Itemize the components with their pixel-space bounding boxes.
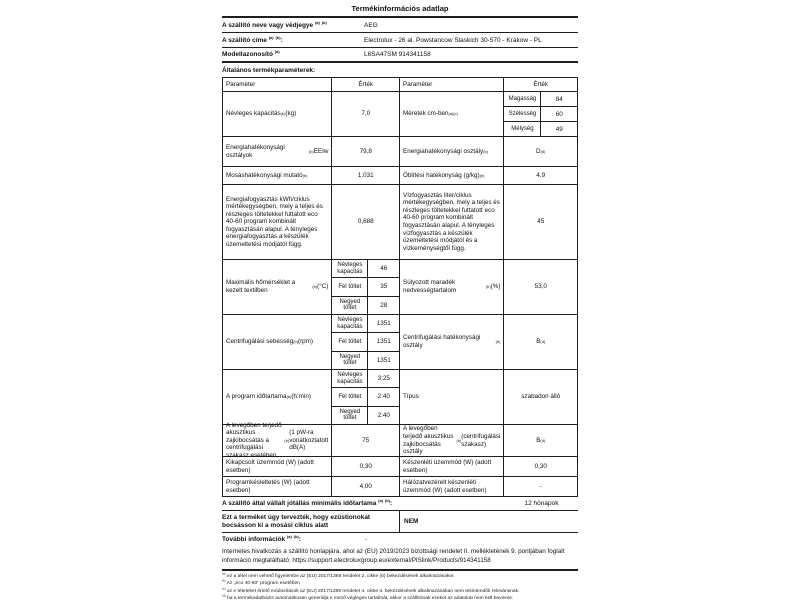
dimension-width-label: Szélesség: [504, 107, 541, 121]
supplier-address-value: Electrolux - 26 al. Powstancow Slaskich 30-570 - Krakow - PL: [364, 36, 542, 44]
noise-label: A levegőben terjedő akusztikus zajkibocsátás a centrifugálási szakasz esetében, (b) (1 pW-ra vonatkoztatott dB(A): [223, 425, 332, 456]
row-delay-networked-standby: [223, 477, 577, 496]
row-wash-index-rinse: [223, 167, 577, 185]
off-mode-value: 0,30: [332, 457, 400, 476]
noise-class-value: B (d): [536, 436, 546, 444]
dimension-depth-label: Mélység: [504, 122, 541, 136]
spin-speed-half-row: [332, 333, 399, 351]
max-temp-half-label: Fél töltet: [332, 278, 368, 295]
row-max-temperature-moisture: [223, 260, 577, 315]
type-label: Típus: [400, 370, 504, 424]
spin-class-value: B (d): [536, 338, 546, 346]
max-temp-subtable: [332, 260, 400, 314]
capacity-label: Névleges kapacitás (b) (kg): [223, 92, 332, 136]
duration-rated-value: 3:25: [377, 375, 390, 383]
further-info-label: További információk $^{(a)}$ $^{(b)}$:: [222, 533, 301, 543]
energy-class-label: Energiahatékonysági osztály (b): [400, 137, 504, 166]
spin-speed-label: Centrifugálási sebesség (b) (rpm): [223, 315, 332, 369]
dimension-depth-row: [504, 122, 577, 136]
spin-speed-rated-label: Névleges kapacitás: [332, 315, 368, 332]
footnote-c: $^{(c)}$ az e tételeket érintő módosítások az (EU) 2017/1369 rendelet 4. cikke 4. bekezdésének alkalmazásában nem tekintendők relevánsnak.: [222, 586, 520, 594]
max-temp-rated-label: Névleges kapacitás: [332, 260, 368, 277]
dimension-height-label: Magasság: [504, 92, 541, 106]
duration-half-row: [332, 388, 399, 406]
duration-label: A program időtartama (b) (h:min): [223, 370, 332, 424]
spin-speed-subtable: [332, 315, 400, 369]
supplier-address-label: A szállító címe $^{(a)}$ $^{(b)}$:: [222, 34, 283, 44]
sheet-title: Termékinformációs adatlap: [222, 2, 578, 18]
max-temp-half-value: 35: [380, 283, 388, 291]
footnotes: [222, 571, 578, 600]
row-capacity-dimensions: [223, 92, 577, 137]
water-consumption-label: Vízfogyasztás liter/ciklus mértékegységben, mely a teljes és részleges töltetekkel futtatott eco 40-60 program kombinált fogyasztásán alapul. A tényleges vízfogyasztás a készülék üzemeltetési módjától és a vízkeménységtől függ.: [400, 185, 504, 259]
capacity-value: 7,0: [332, 92, 400, 136]
dimension-width-value: 60: [555, 110, 563, 118]
silver-ions-value: NEM: [404, 518, 419, 525]
max-temp-rated-value: 46: [380, 265, 388, 273]
row-energy-water-consumption: [223, 185, 577, 260]
rinse-value: 4,9: [536, 171, 546, 179]
dimension-height-row: [504, 92, 577, 107]
duration-quarter-row: [332, 407, 399, 424]
spin-speed-quarter-row: [332, 352, 399, 369]
dimension-height-value: 84: [555, 95, 563, 103]
dimensions-subtable: [504, 92, 577, 136]
further-info-value: -: [364, 536, 368, 543]
spin-speed-half-value: 1351: [376, 338, 391, 346]
rinse-label: Öblítési hatékonyság (g/kg) (b): [400, 167, 504, 184]
off-mode-label: Kikapcsolt üzemmód (W) (adott esetben): [223, 457, 332, 476]
table-header-row: [223, 78, 577, 92]
spin-speed-half-label: Fél töltet: [332, 333, 368, 350]
eei-label: Energiahatékonysági osztályok (b) EEIw: [223, 137, 332, 166]
wash-index-label: Mosáshatékonysági mutató (b): [223, 167, 332, 184]
warranty-label: A szállító által vállalt jótállás minimális időtartama $^{(a)}$ $^{(b)}$:: [222, 497, 393, 507]
max-temp-quarter-value: 28: [380, 301, 388, 309]
footnote-d: $^{(d)}$ ha a termékadatbázis automatikusan generálja e mező végleges tartalmát, akkor a szállítónak ezeket az adatokat nem kell bevinnie.: [222, 593, 514, 600]
type-value: szabadon álló: [521, 393, 561, 401]
noise-value: 75: [332, 425, 400, 456]
duration-rated-row: [332, 370, 399, 388]
standby-label: Készenléti üzemmód (W) (adott esetben): [400, 457, 504, 476]
networked-standby-value: -: [539, 482, 542, 490]
max-temp-half-row: [332, 278, 399, 296]
supplier-address-row: [222, 33, 578, 48]
footnote-b: $^{(b)}$ Az „eco 40-60” program esetében: [222, 578, 300, 587]
duration-half-value: 2:40: [377, 393, 390, 401]
max-temp-quarter-row: [332, 297, 399, 314]
header-param-right: Paraméter: [400, 78, 504, 91]
water-consumption-value: 45: [537, 218, 545, 226]
max-temp-quarter-label: Negyed töltet: [332, 297, 368, 314]
warranty-value: 12 hónapok: [524, 500, 559, 507]
wash-index-value: 1,031: [332, 167, 400, 184]
residual-moisture-value: 53,0: [534, 283, 547, 291]
eei-value: 79,8: [332, 137, 400, 166]
standby-value: 0,30: [534, 462, 547, 470]
spin-speed-rated-row: [332, 315, 399, 333]
energy-class-value: D (d): [536, 147, 546, 155]
supplier-name-label: A szállító neve vagy védjegye $^{(a)}$ $^{(b)}$: [222, 19, 327, 29]
duration-half-label: Fél töltet: [332, 388, 368, 405]
dimension-width-row: [504, 107, 577, 122]
spin-speed-rated-value: 1351: [376, 320, 391, 328]
delay-start-label: Programkésleltetés (W) (adott esetben): [223, 477, 332, 496]
row-duration-type: [223, 370, 577, 425]
supplier-website-reference: Internetes hivatkozás a szállító honlapjára, ahol az (EU) 2019/2023 bizottsági rendelet II. mellékletének 9. pontjában foglalt információ megtalálható: https://support.electroluxgroup.eu/external/PISlink/Products/914341158: [222, 546, 578, 571]
header-param-left: Paraméter: [223, 78, 332, 91]
general-parameters-table: [222, 77, 578, 497]
row-noise-emission: [223, 421, 577, 459]
spin-speed-quarter-label: Negyed töltet: [332, 352, 368, 369]
further-info-row: [222, 533, 578, 546]
duration-rated-label: Névleges kapacitás: [332, 370, 368, 387]
row-off-standby: [223, 457, 577, 477]
silver-ions-row: [222, 511, 578, 533]
noise-class-label: A levegőben terjedő akusztikus zajkibocsátás osztály (b) (centrifugálási szakasz): [400, 425, 504, 456]
max-temp-label: Maximális hőmérséklet a kezelt textilben (b) (°C): [223, 260, 332, 314]
model-identifier-row: [222, 48, 578, 63]
row-spin-speed-class: [223, 315, 577, 370]
supplier-name-row: [222, 18, 578, 33]
duration-quarter-value: 2:40: [377, 411, 390, 419]
residual-moisture-label: Súlyozott maradék nedvességtartalom (b) (%): [400, 260, 504, 314]
general-parameters-heading: Általános termékparaméterek:: [222, 67, 316, 74]
product-information-datasheet: [222, 0, 578, 600]
dimensions-label: Méretek cm-ben (a) (c): [400, 92, 504, 136]
spin-speed-quarter-value: 1351: [376, 356, 391, 364]
supplier-name-value: AEG: [364, 21, 378, 29]
delay-start-value: 4,00: [332, 477, 400, 496]
header-value-right: Érték: [533, 80, 549, 88]
max-temp-rated-row: [332, 260, 399, 278]
footnote-a: $^{(a)}$ ez a tétel nem vehető figyelembe az (EU) 2017/1369 rendelet 2. cikke (6) bekezdésének alkalmazásakor.: [222, 571, 455, 579]
dimension-depth-value: 49: [555, 125, 563, 133]
model-identifier-label: Modellazonosító $^{(a)}$: [222, 48, 280, 58]
energy-consumption-value: 0,688: [332, 185, 400, 259]
energy-consumption-label: Energiafogyasztás kWh/ciklus mértékegységben, mely a teljes és részleges töltetekkel futtatott eco 40-60 program kombinált fogyasztásán alapul. A tényleges energiafogyasztás a készülék üzemeltetési módjától függ.: [223, 185, 332, 259]
row-eei-energy-class: [223, 137, 577, 167]
warranty-row: [222, 497, 578, 511]
silver-ions-label: Ezt a terméket úgy tervezték, hogy ezüstionokat bocsásson ki a mosási ciklus alatt: [222, 511, 400, 532]
networked-standby-label: Hálózatvezérelt készenléti üzemmód (W) (adott esetben): [400, 477, 504, 496]
header-value-left: Érték: [332, 78, 400, 91]
model-identifier-value: L6SA47SM 914341158: [364, 51, 431, 58]
duration-subtable: [332, 370, 400, 424]
duration-quarter-label: Negyed töltet: [332, 407, 368, 424]
spin-class-label: Centrifugálási hatékonysági osztály (b): [400, 315, 504, 369]
